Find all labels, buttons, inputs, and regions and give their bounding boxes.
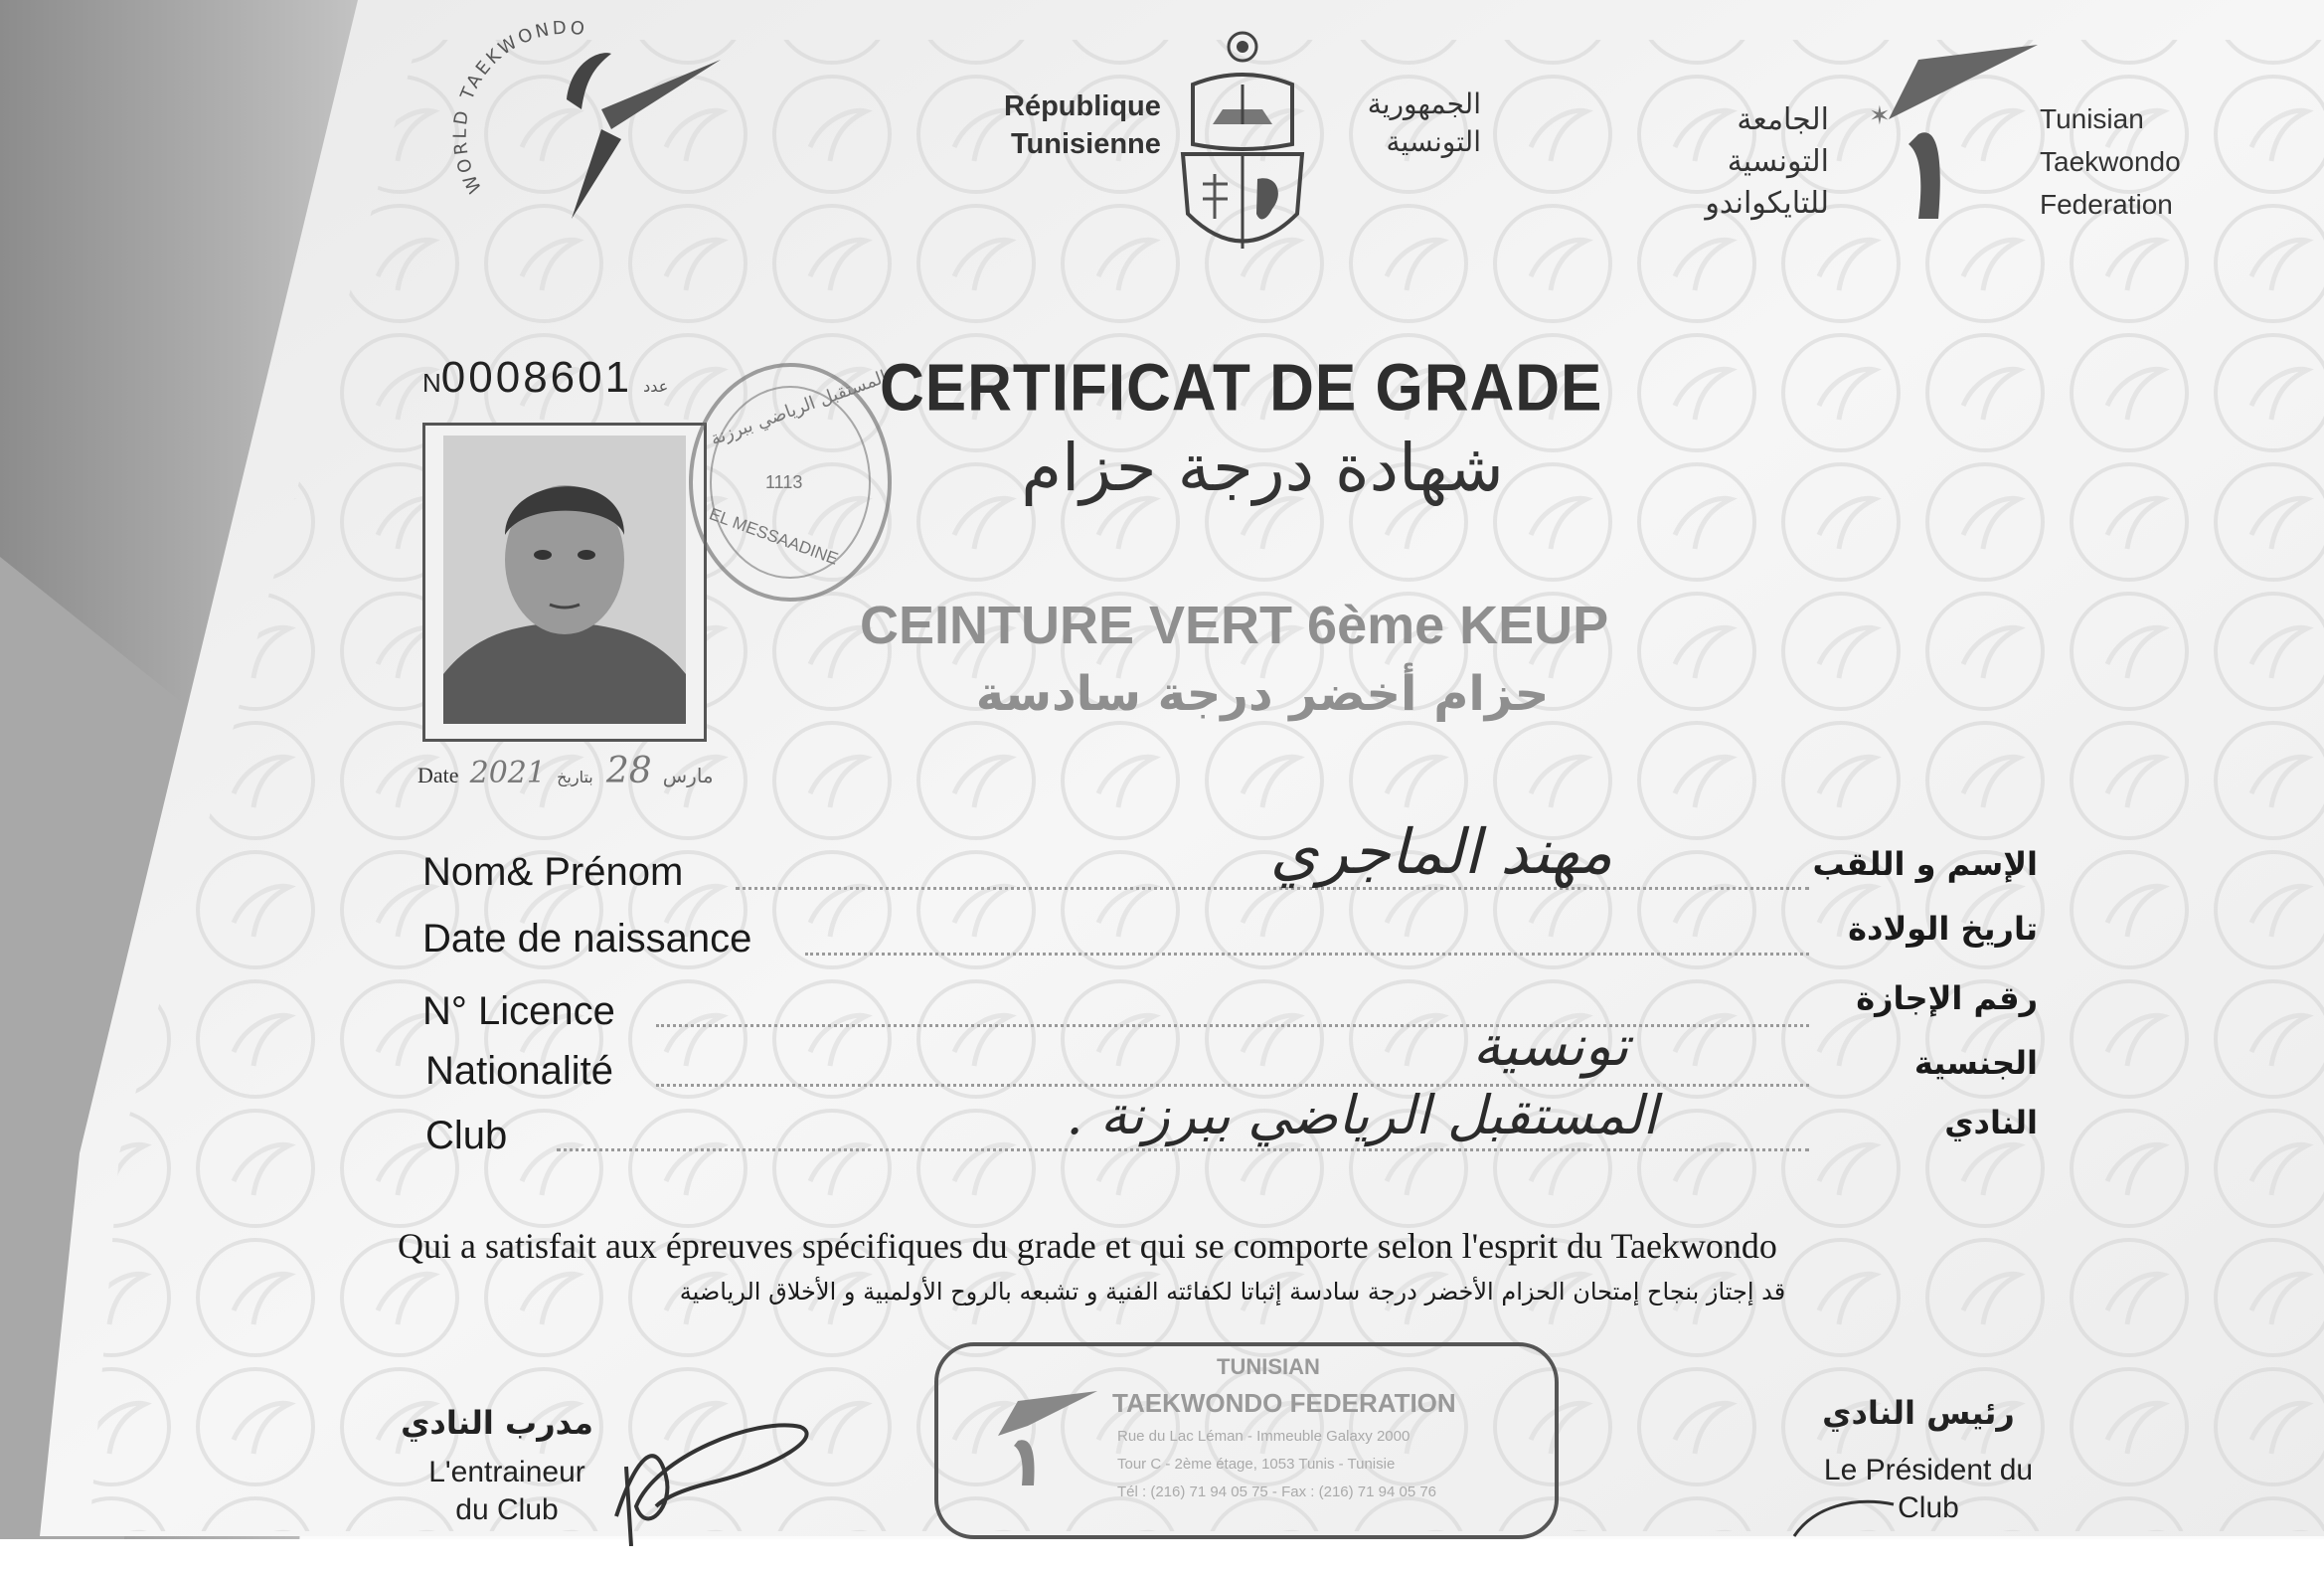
republic-fr-line2: Tunisienne	[1010, 128, 1161, 160]
title-ar: شهادة درجة حزام	[1021, 430, 1504, 506]
statement-fr: Qui a satisfait aux épreuves spécifiques du grade et qui se comporte selon l'esprit du Taekwondo	[398, 1226, 1777, 1266]
president-fr-line2: Club	[1898, 1491, 1959, 1524]
grade-fr: CEINTURE VERT 6ème KEUP	[860, 596, 1609, 655]
date-label-ar: بتاريخ	[557, 768, 593, 786]
republic-emblem	[1173, 25, 1312, 263]
club-stamp-text-ar: المستقبل الرياضي ببرزنة	[708, 366, 890, 450]
president-signature-icon	[1784, 1486, 1904, 1541]
federation-stamp-line1: TUNISIAN	[1217, 1354, 1320, 1379]
field-birthdate-label-ar: تاريخ الولادة	[1848, 910, 2038, 948]
trainer-fr-line2: du Club	[455, 1493, 559, 1526]
republic-ar-line2: التونسية	[1386, 125, 1481, 158]
federation-ar-line2: التونسية	[1727, 144, 1829, 179]
federation-ar-line3: للتايكواندو	[1705, 186, 1829, 221]
tunisia-coat-of-arms-icon	[1173, 25, 1312, 263]
field-birthdate-label-fr: Date de naissance	[422, 917, 752, 960]
number-prefix: N	[422, 368, 441, 398]
statement-ar: قد إجتاز بنجاح إمتحان الحزام الأخضر درجة سادسة إثباتا لكفائته الفنية و تشبعه بالروح الأولمبية و الأخلاق الرياضية	[679, 1278, 1786, 1306]
field-licence-label-ar: رقم الإجازة	[1856, 979, 2038, 1017]
federation-en-line1: Tunisian	[2040, 103, 2144, 134]
republic-name-ar	[1332, 86, 1481, 161]
title-fr: CERTIFICAT DE GRADE	[880, 351, 1603, 426]
federation-logo	[1849, 40, 2038, 219]
date-year: 2021	[469, 756, 546, 790]
field-name-value: مهند الماجري	[1269, 815, 1613, 888]
field-nationality-label-ar: الجنسية	[1913, 1044, 2038, 1082]
field-name-label-fr: Nom& Prénom	[422, 850, 684, 894]
number-label-ar: عدد	[643, 377, 669, 396]
federation-ar-line1: الجامعة	[1737, 102, 1829, 137]
field-birthdate-line	[805, 953, 1809, 956]
federation-stamp-line3: Rue du Lac Léman - Immeuble Galaxy 2000	[1117, 1428, 1411, 1445]
republic-fr-line1: République	[1004, 90, 1161, 122]
federation-en-line2: Taekwondo	[2040, 146, 2181, 177]
federation-en-line3: Federation	[2040, 189, 2173, 220]
field-name-label-ar: الإسم و اللقب	[1812, 845, 2038, 883]
federation-stamp-line5: Tél : (216) 71 94 05 75 - Fax : (216) 71 94 05 76	[1117, 1483, 1437, 1500]
world-taekwondo-logo	[452, 20, 731, 219]
president-fr-line1: Le Président du	[1823, 1454, 2034, 1486]
issue-date	[417, 751, 714, 791]
field-club-label-fr: Club	[425, 1114, 508, 1157]
member-photo	[422, 423, 707, 742]
grade-ar: حزام أخضر درجة سادسة	[975, 666, 1550, 722]
federation-stamp-emblem-icon	[988, 1386, 1097, 1485]
world-taekwondo-emblem-icon	[452, 20, 731, 219]
republic-name-fr	[1004, 87, 1161, 163]
trainer-signature-icon	[596, 1397, 825, 1546]
date-day: 28	[605, 751, 652, 791]
federation-emblem-icon	[1849, 40, 2038, 219]
field-club-value: المستقبل الرياضي ببرزنة .	[1066, 1084, 1658, 1146]
field-nationality-label-fr: Nationalité	[425, 1049, 614, 1093]
president-label-ar: رئيس النادي	[1822, 1394, 2015, 1432]
republic-ar-line1: الجمهورية	[1367, 87, 1481, 120]
club-stamp-code: 1113	[765, 472, 803, 492]
federation-stamp-line4: Tour C - 2ème étage, 1053 Tunis - Tunisie	[1117, 1456, 1396, 1473]
date-month: مارس	[662, 764, 714, 787]
club-stamp	[686, 358, 895, 607]
field-club-line	[557, 1148, 1809, 1151]
federation-stamp-line2: TAEKWONDO FEDERATION	[1112, 1388, 1456, 1418]
world-taekwondo-logo-text: WO D TAEKWONDO	[452, 20, 589, 197]
field-club-label-ar: النادي	[1944, 1104, 2038, 1141]
federation-name-en	[2040, 97, 2181, 226]
svg-text:✶: ✶	[1869, 101, 1891, 131]
portrait-image	[425, 426, 704, 739]
number-value: 0008601	[440, 353, 633, 402]
trainer-fr-line1: L'entraineur	[428, 1456, 585, 1488]
svg-text:WORLD TAEKWONDO	[452, 20, 588, 197]
field-nationality-value: تونسية	[1472, 1014, 1629, 1079]
field-licence-label-fr: N° Licence	[422, 989, 615, 1033]
date-label-fr: Date	[417, 763, 459, 787]
trainer-label-fr	[398, 1454, 616, 1529]
certificate-number	[422, 353, 668, 403]
trainer-label-ar: مدرب النادي	[401, 1404, 593, 1442]
club-stamp-text-fr: EL MESSAADINE	[707, 504, 841, 569]
federation-stamp	[934, 1342, 1559, 1539]
federation-name-ar	[1630, 99, 1829, 225]
